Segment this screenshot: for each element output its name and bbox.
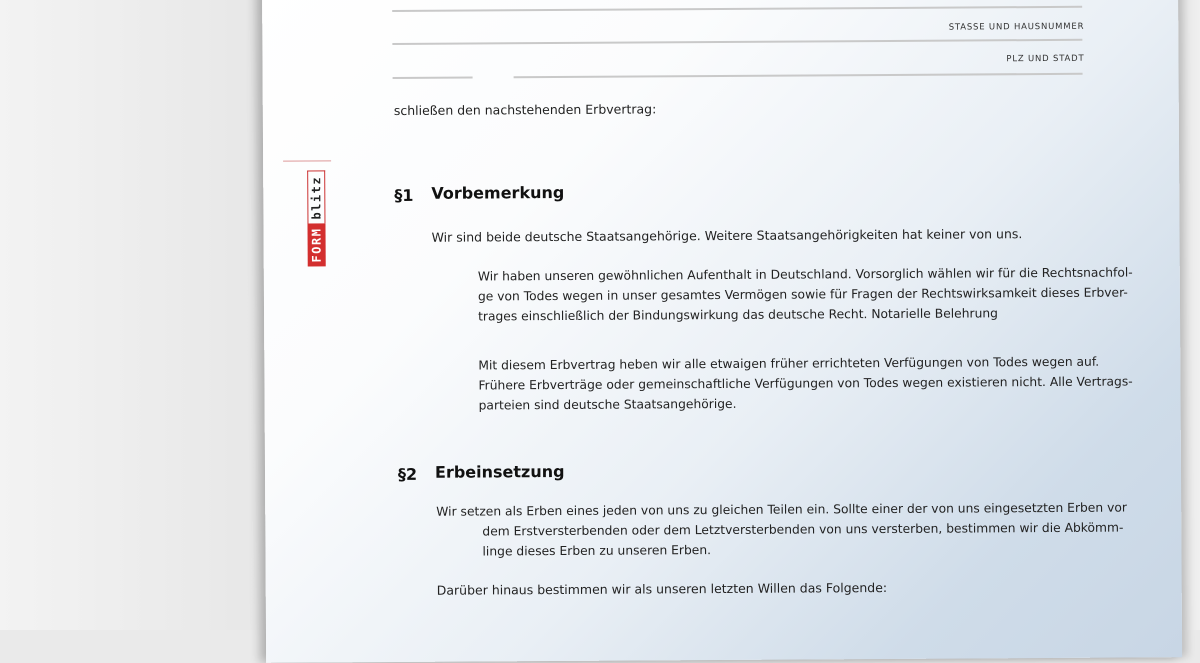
street-field-line[interactable]	[392, 39, 1082, 45]
section2-paragraph2: Darüber hinaus bestimmen wir als unseren letzten Willen das Folgende:	[437, 578, 888, 601]
logo-form-text: FORM	[307, 224, 325, 267]
section1-p2-line1: Mit diesem Erbvertrag heben wir alle etwaigen früher errichteten Verfügungen von Todes wegen auf.	[478, 351, 1132, 375]
section1-number: §1	[394, 186, 413, 205]
section2-p1-line3: linge dieses Erben zu unseren Erben.	[436, 538, 1127, 562]
section2-p1-line1: Wir setzen als Erben eines jeden von uns zu gleichen Teilen ein. Sollte einer der von uns eingesetzten Erben vor	[436, 498, 1127, 522]
name-field-line[interactable]	[392, 6, 1082, 12]
logo-blitz-text: blitz	[307, 171, 325, 224]
section2-paragraph1	[436, 498, 1127, 562]
city-field-label: PLZ UND STADT	[1006, 54, 1084, 64]
section1-title: Vorbemerkung	[431, 183, 564, 203]
section2-p1-line2: dem Erstversterbenden oder dem Letztversterbenden von uns versterben, bestimmen wir die Abkömm-	[436, 518, 1127, 542]
contract-page	[262, 0, 1182, 663]
section2-title: Erbeinsetzung	[435, 462, 565, 482]
section1-p1-line2: ge von Todes wegen in unser gesamtes Vermögen sowie für Fragen der Rechtswirksamkeit dieses Erbver-	[478, 282, 1133, 306]
section1-p2-line2: Frühere Erbverträge oder gemeinschaftliche Verfügungen von Todes wegen existieren nicht. Alle Vertrags-	[478, 371, 1132, 395]
intro-text: schließen den nachstehenden Erbvertrag:	[394, 99, 657, 121]
section1-lead: Wir sind beide deutsche Staatsangehörige. Weitere Staatsangehörigkeiten hat keiner von uns.	[432, 224, 1023, 248]
formblitz-logo	[307, 158, 332, 266]
zip-field-line[interactable]	[393, 77, 473, 79]
section1-p1-line1: Wir haben unseren gewöhnlichen Aufenthalt in Deutschland. Vorsorglich wählen wir für die Rechtsnachfol-	[478, 262, 1133, 286]
section2-number: §2	[398, 465, 417, 484]
city-field-line[interactable]	[514, 73, 1083, 78]
section1-paragraph1	[478, 262, 1133, 326]
section1-p1-line3: trages einschließlich der Bindungswirkung das deutsche Recht. Notarielle Belehrung	[478, 302, 1133, 326]
section1-paragraph2	[478, 351, 1133, 415]
street-field-label: STASSE UND HAUSNUMMER	[949, 22, 1085, 33]
section1-p2-line3: parteien sind deutsche Staatsangehörige.	[479, 391, 1133, 415]
